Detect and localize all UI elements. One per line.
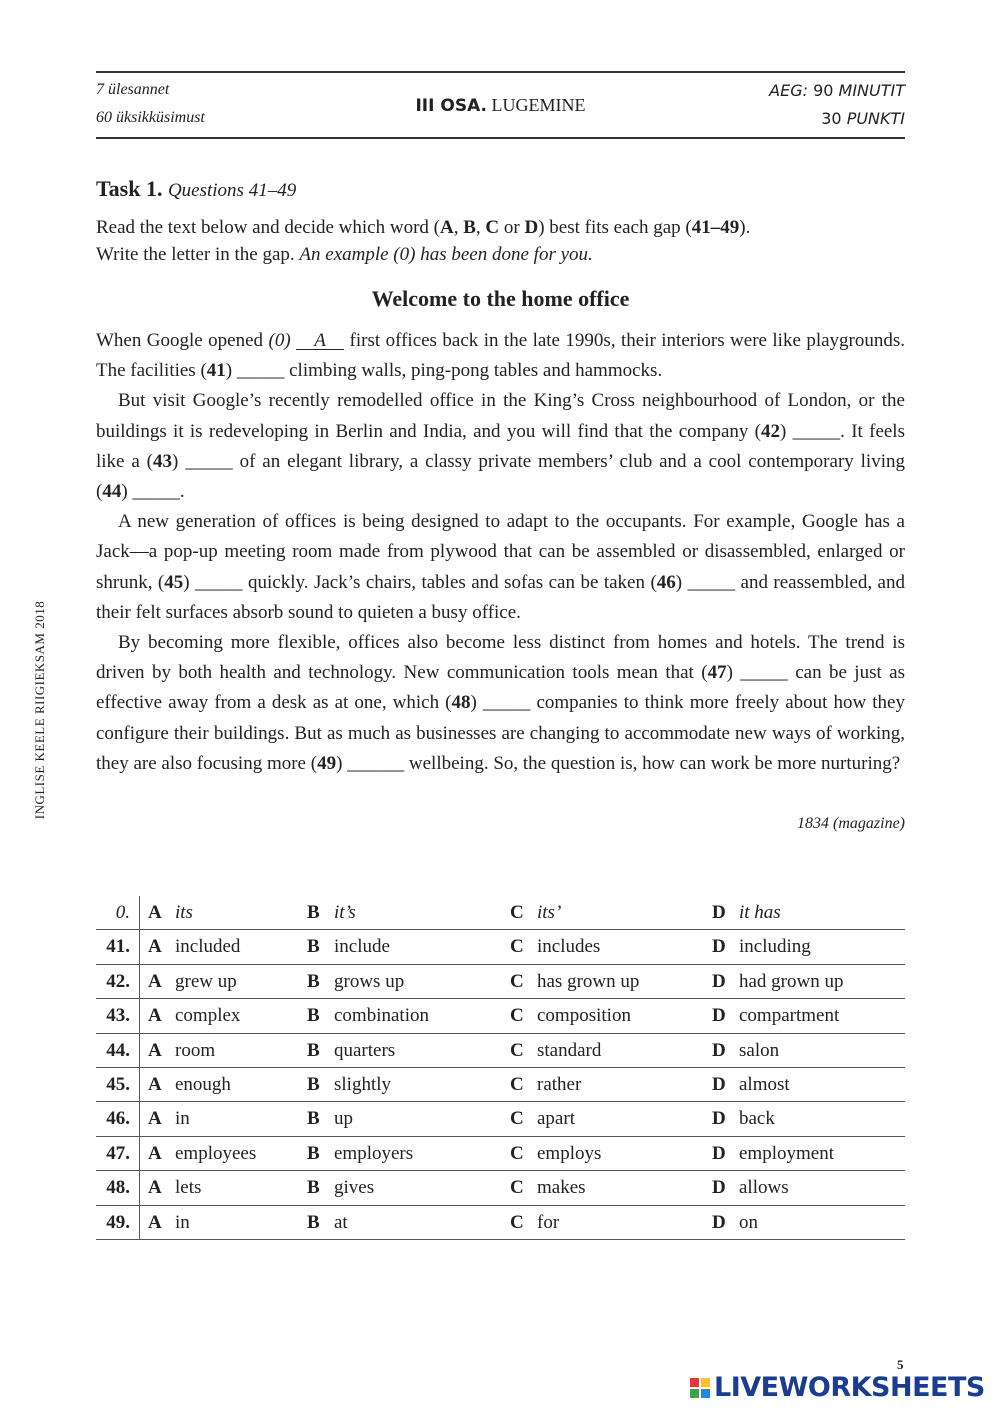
option-d (712, 1108, 775, 1130)
text: ) _____ of an elegant library, a classy private members’ club and a cool contemporary living ( (96, 450, 905, 503)
points-total (821, 109, 905, 129)
option-c (510, 971, 639, 993)
option-word: has grown up (537, 970, 640, 992)
option-b (307, 1074, 391, 1096)
column-divider (139, 1068, 140, 1101)
instr-text: Read the text below and decide which word ( (96, 217, 440, 238)
text: ) _____. (121, 481, 185, 503)
option-b (307, 1108, 353, 1130)
option-row (96, 1068, 905, 1102)
option-word: its’ (537, 902, 562, 923)
option-word: its (175, 902, 193, 923)
text: ) _____ can be just as effective away from a desk as at one, which ( (96, 662, 905, 714)
option-d (712, 1143, 834, 1165)
option-letter: A (148, 970, 162, 992)
instr-text: ) best fits each gap ( (538, 217, 692, 238)
option-word: included (175, 936, 241, 958)
option-word: compartment (739, 1005, 840, 1027)
option-word: for (537, 1211, 560, 1233)
task-count: 7 ülesannet (96, 81, 170, 98)
option-letter: A (148, 1039, 162, 1061)
option-letter: D (712, 902, 726, 923)
option-b (307, 936, 390, 958)
option-a (148, 1040, 215, 1062)
option-b (307, 1005, 429, 1027)
column-divider (139, 1171, 140, 1204)
option-letter: D (712, 936, 726, 958)
gap-number-46: 46 (656, 571, 676, 593)
option-word: slightly (334, 1073, 392, 1095)
text: ) ______ wellbeing. So, the question is, how can work be more nurturing? (336, 752, 901, 774)
option-letter: B (307, 1211, 320, 1233)
option-word: combination (334, 1005, 429, 1027)
points-value: 30 (821, 109, 847, 128)
instr-text: or (499, 217, 525, 238)
option-a (148, 1177, 201, 1199)
option-word: on (739, 1211, 758, 1233)
option-row (96, 896, 905, 930)
option-word: up (334, 1108, 353, 1130)
option-a (148, 902, 193, 924)
text: When Google opened (96, 330, 269, 351)
text: ) _____. It feels like a ( (96, 420, 905, 472)
gap-number-43: 43 (153, 450, 172, 472)
text: ) _____ climbing walls, ping-pong tables and hammocks. (225, 360, 663, 382)
paragraph-4 (96, 628, 905, 779)
time-value: 90 (808, 81, 839, 100)
option-word: standard (537, 1039, 602, 1061)
option-row (96, 930, 905, 964)
option-letter: B (307, 970, 320, 992)
option-letter: D (712, 1073, 726, 1095)
question-number: 49. (106, 1211, 130, 1233)
option-b (307, 1177, 374, 1199)
option-b (307, 971, 404, 993)
option-word: allows (739, 1177, 789, 1199)
option-word: in (175, 1211, 190, 1233)
option-a (148, 936, 240, 958)
option-word: employment (739, 1142, 834, 1164)
option-b (307, 1212, 348, 1234)
option-c (510, 1177, 586, 1199)
option-c (510, 1005, 631, 1027)
option-letter: A (148, 1211, 162, 1233)
option-d (712, 902, 781, 924)
option-c (510, 936, 600, 958)
option-letter: B (307, 902, 320, 923)
option-row (96, 965, 905, 999)
text: A new generation of offices is being designed to adapt to the occupants. For example, Google has a Jack—a pop-up meeting room made from plywood that can be assembled or disassembled, enlarged or shrunk, ( (96, 511, 905, 593)
option-word: quarters (334, 1039, 396, 1061)
option-word: includes (537, 936, 601, 958)
option-a (148, 1143, 256, 1165)
instr-range: 41–49 (691, 217, 740, 238)
option-row (96, 1034, 905, 1068)
instr-letter-b: B (463, 217, 476, 238)
option-row (96, 1206, 905, 1240)
article-source: 1834 (magazine) (797, 815, 905, 832)
column-divider (139, 999, 140, 1032)
logo-block (690, 1389, 699, 1398)
logo-block (690, 1378, 699, 1387)
instr-letter-d: D (524, 217, 539, 238)
option-d (712, 1040, 779, 1062)
option-a (148, 1108, 190, 1130)
option-c (510, 1040, 601, 1062)
option-row (96, 1137, 905, 1171)
options-table (96, 896, 905, 1240)
article-title: Welcome to the home office (371, 286, 630, 311)
text: But visit Google’s recently remodelled office in the King’s Cross neighbourhood of London, or the buildings it is redeveloping in Berlin and India, and you will find that the company ( (96, 390, 905, 442)
option-d (712, 1212, 758, 1234)
option-letter: C (510, 1211, 524, 1233)
option-letter: D (712, 1211, 726, 1233)
article-body (96, 326, 905, 779)
example-gap: A (296, 333, 344, 350)
option-letter: A (148, 1142, 162, 1164)
instr-text: ). (739, 217, 751, 238)
option-word: gives (334, 1177, 375, 1199)
option-letter: A (148, 936, 162, 958)
instruction-line-2 (96, 241, 905, 268)
option-a (148, 1074, 231, 1096)
option-letter: B (307, 1005, 320, 1027)
section-number: III OSA. (415, 96, 488, 116)
gap-number-44: 44 (102, 481, 122, 503)
option-letter: C (510, 936, 524, 958)
option-c (510, 1108, 575, 1130)
option-letter: C (510, 1039, 524, 1061)
option-letter: C (510, 1108, 524, 1130)
instr-text: Write the letter in the gap. (96, 244, 300, 265)
instr-letter-c: C (485, 217, 500, 238)
option-a (148, 971, 237, 993)
option-letter: B (307, 1177, 320, 1199)
instr-text: , (453, 217, 464, 238)
column-divider (139, 1034, 140, 1067)
option-word: composition (537, 1005, 631, 1027)
brand-name: LIVEWORKSHEETS (714, 1372, 985, 1403)
gap-number-48: 48 (451, 692, 471, 714)
option-row (96, 999, 905, 1033)
option-word: salon (739, 1039, 780, 1061)
option-word: grew up (175, 970, 237, 992)
logo-block (701, 1389, 710, 1398)
option-word: makes (537, 1177, 586, 1199)
instr-text: , (475, 217, 486, 238)
option-row (96, 1102, 905, 1136)
gap-number-41: 41 (206, 360, 226, 382)
instr-letter-a: A (440, 217, 454, 238)
option-word: employs (537, 1142, 602, 1164)
option-word: at (334, 1211, 348, 1233)
time-limit (769, 81, 905, 101)
option-d (712, 971, 843, 993)
paragraph-3 (96, 507, 905, 628)
task-questions: Questions 41–49 (167, 180, 297, 201)
question-count: 60 üksikküsimust (96, 109, 205, 126)
option-letter: C (510, 1177, 524, 1199)
option-letter: B (307, 1039, 320, 1061)
option-word: employers (334, 1142, 414, 1164)
option-letter: C (510, 1073, 524, 1095)
question-number: 46. (106, 1108, 130, 1130)
option-word: employees (175, 1142, 257, 1164)
option-b (307, 1143, 413, 1165)
page-header (96, 71, 905, 139)
option-letter: D (712, 1142, 726, 1164)
page-number: 5 (897, 1357, 904, 1372)
option-letter: B (307, 1108, 320, 1130)
task-instructions (96, 214, 905, 268)
option-c (510, 1143, 601, 1165)
option-word: enough (175, 1073, 231, 1095)
column-divider (139, 930, 140, 963)
option-letter: A (148, 1073, 162, 1095)
gap-number-42: 42 (761, 420, 781, 442)
column-divider (139, 1206, 140, 1239)
liveworksheets-logo (690, 1372, 985, 1403)
option-word: it has (739, 902, 781, 923)
gap-number-49: 49 (317, 752, 337, 774)
option-letter: D (712, 970, 726, 992)
option-letter: D (712, 1039, 726, 1061)
option-word: rather (537, 1073, 582, 1095)
option-letter: A (148, 902, 162, 923)
option-c (510, 902, 561, 924)
text: By becoming more flexible, offices also become less distinct from homes and hotels. The trend is driven by both health and technology. New communication tools mean that ( (96, 632, 905, 684)
points-unit: PUNKTI (846, 109, 905, 128)
text: first offices back in the late 1990s, their interiors were like playgrounds. The facilities ( (96, 330, 906, 382)
paragraph-1 (96, 326, 905, 386)
option-d (712, 936, 811, 958)
option-word: back (739, 1108, 775, 1130)
option-letter: C (510, 1142, 524, 1164)
question-number: 0. (115, 902, 130, 923)
option-word: had grown up (739, 970, 844, 992)
option-letter: A (148, 1005, 162, 1027)
option-c (510, 1212, 559, 1234)
question-number: 45. (106, 1073, 130, 1095)
option-letter: B (307, 936, 320, 958)
option-word: almost (739, 1073, 790, 1095)
text: ) _____ quickly. Jack’s chairs, tables and sofas can be taken ( (183, 571, 657, 593)
option-word: grows up (334, 970, 405, 992)
task-title (96, 176, 296, 202)
time-label: AEG: (769, 81, 808, 100)
option-a (148, 1005, 240, 1027)
column-divider (139, 965, 140, 998)
gap-number-45: 45 (164, 571, 184, 593)
example-marker: (0) (268, 330, 291, 351)
column-divider (139, 896, 140, 929)
option-d (712, 1074, 790, 1096)
option-a (148, 1212, 190, 1234)
option-row (96, 1171, 905, 1205)
question-number: 41. (106, 936, 130, 958)
option-letter: D (712, 1177, 726, 1199)
paragraph-2 (96, 386, 905, 507)
option-word: lets (175, 1177, 202, 1199)
option-b (307, 902, 356, 924)
section-name: LUGEMINE (487, 95, 586, 115)
option-word: apart (537, 1108, 575, 1130)
option-letter: B (307, 1073, 320, 1095)
option-letter: D (712, 1108, 726, 1130)
question-number: 43. (106, 1005, 130, 1027)
instr-example-note: An example (0) has been done for you. (299, 244, 593, 265)
option-word: complex (175, 1005, 241, 1027)
logo-blocks-icon (690, 1378, 710, 1398)
option-word: room (175, 1039, 216, 1061)
option-b (307, 1040, 395, 1062)
option-word: including (739, 936, 811, 958)
question-number: 42. (106, 970, 130, 992)
instruction-line-1 (96, 214, 905, 241)
option-d (712, 1005, 839, 1027)
option-letter: B (307, 1142, 320, 1164)
option-letter: C (510, 970, 524, 992)
time-unit: MINUTIT (838, 81, 905, 100)
column-divider (139, 1137, 140, 1170)
option-word: it’s (334, 902, 356, 923)
option-word: include (334, 936, 390, 958)
exam-side-label: INGLISE KEELE RIIGIEKSAM 2018 (32, 600, 47, 820)
option-c (510, 1074, 581, 1096)
option-d (712, 1177, 789, 1199)
option-letter: C (510, 1005, 524, 1027)
task-number: Task 1. (96, 176, 163, 201)
text: ) _____ companies to think more freely about how they configure their buildings. But as much as businesses are changing to accommodate new ways of working, they are also focusing more ( (96, 692, 905, 774)
logo-block (701, 1378, 710, 1387)
option-letter: A (148, 1108, 162, 1130)
option-letter: D (712, 1005, 726, 1027)
question-number: 47. (106, 1142, 130, 1164)
gap-number-47: 47 (707, 662, 727, 684)
question-number: 48. (106, 1177, 130, 1199)
text: ) _____ and reassembled, and their felt surfaces absorb sound to quieten a busy office. (96, 571, 905, 623)
question-number: 44. (106, 1039, 130, 1061)
column-divider (139, 1102, 140, 1135)
option-letter: C (510, 902, 524, 923)
option-word: in (175, 1108, 190, 1130)
option-letter: A (148, 1177, 162, 1199)
